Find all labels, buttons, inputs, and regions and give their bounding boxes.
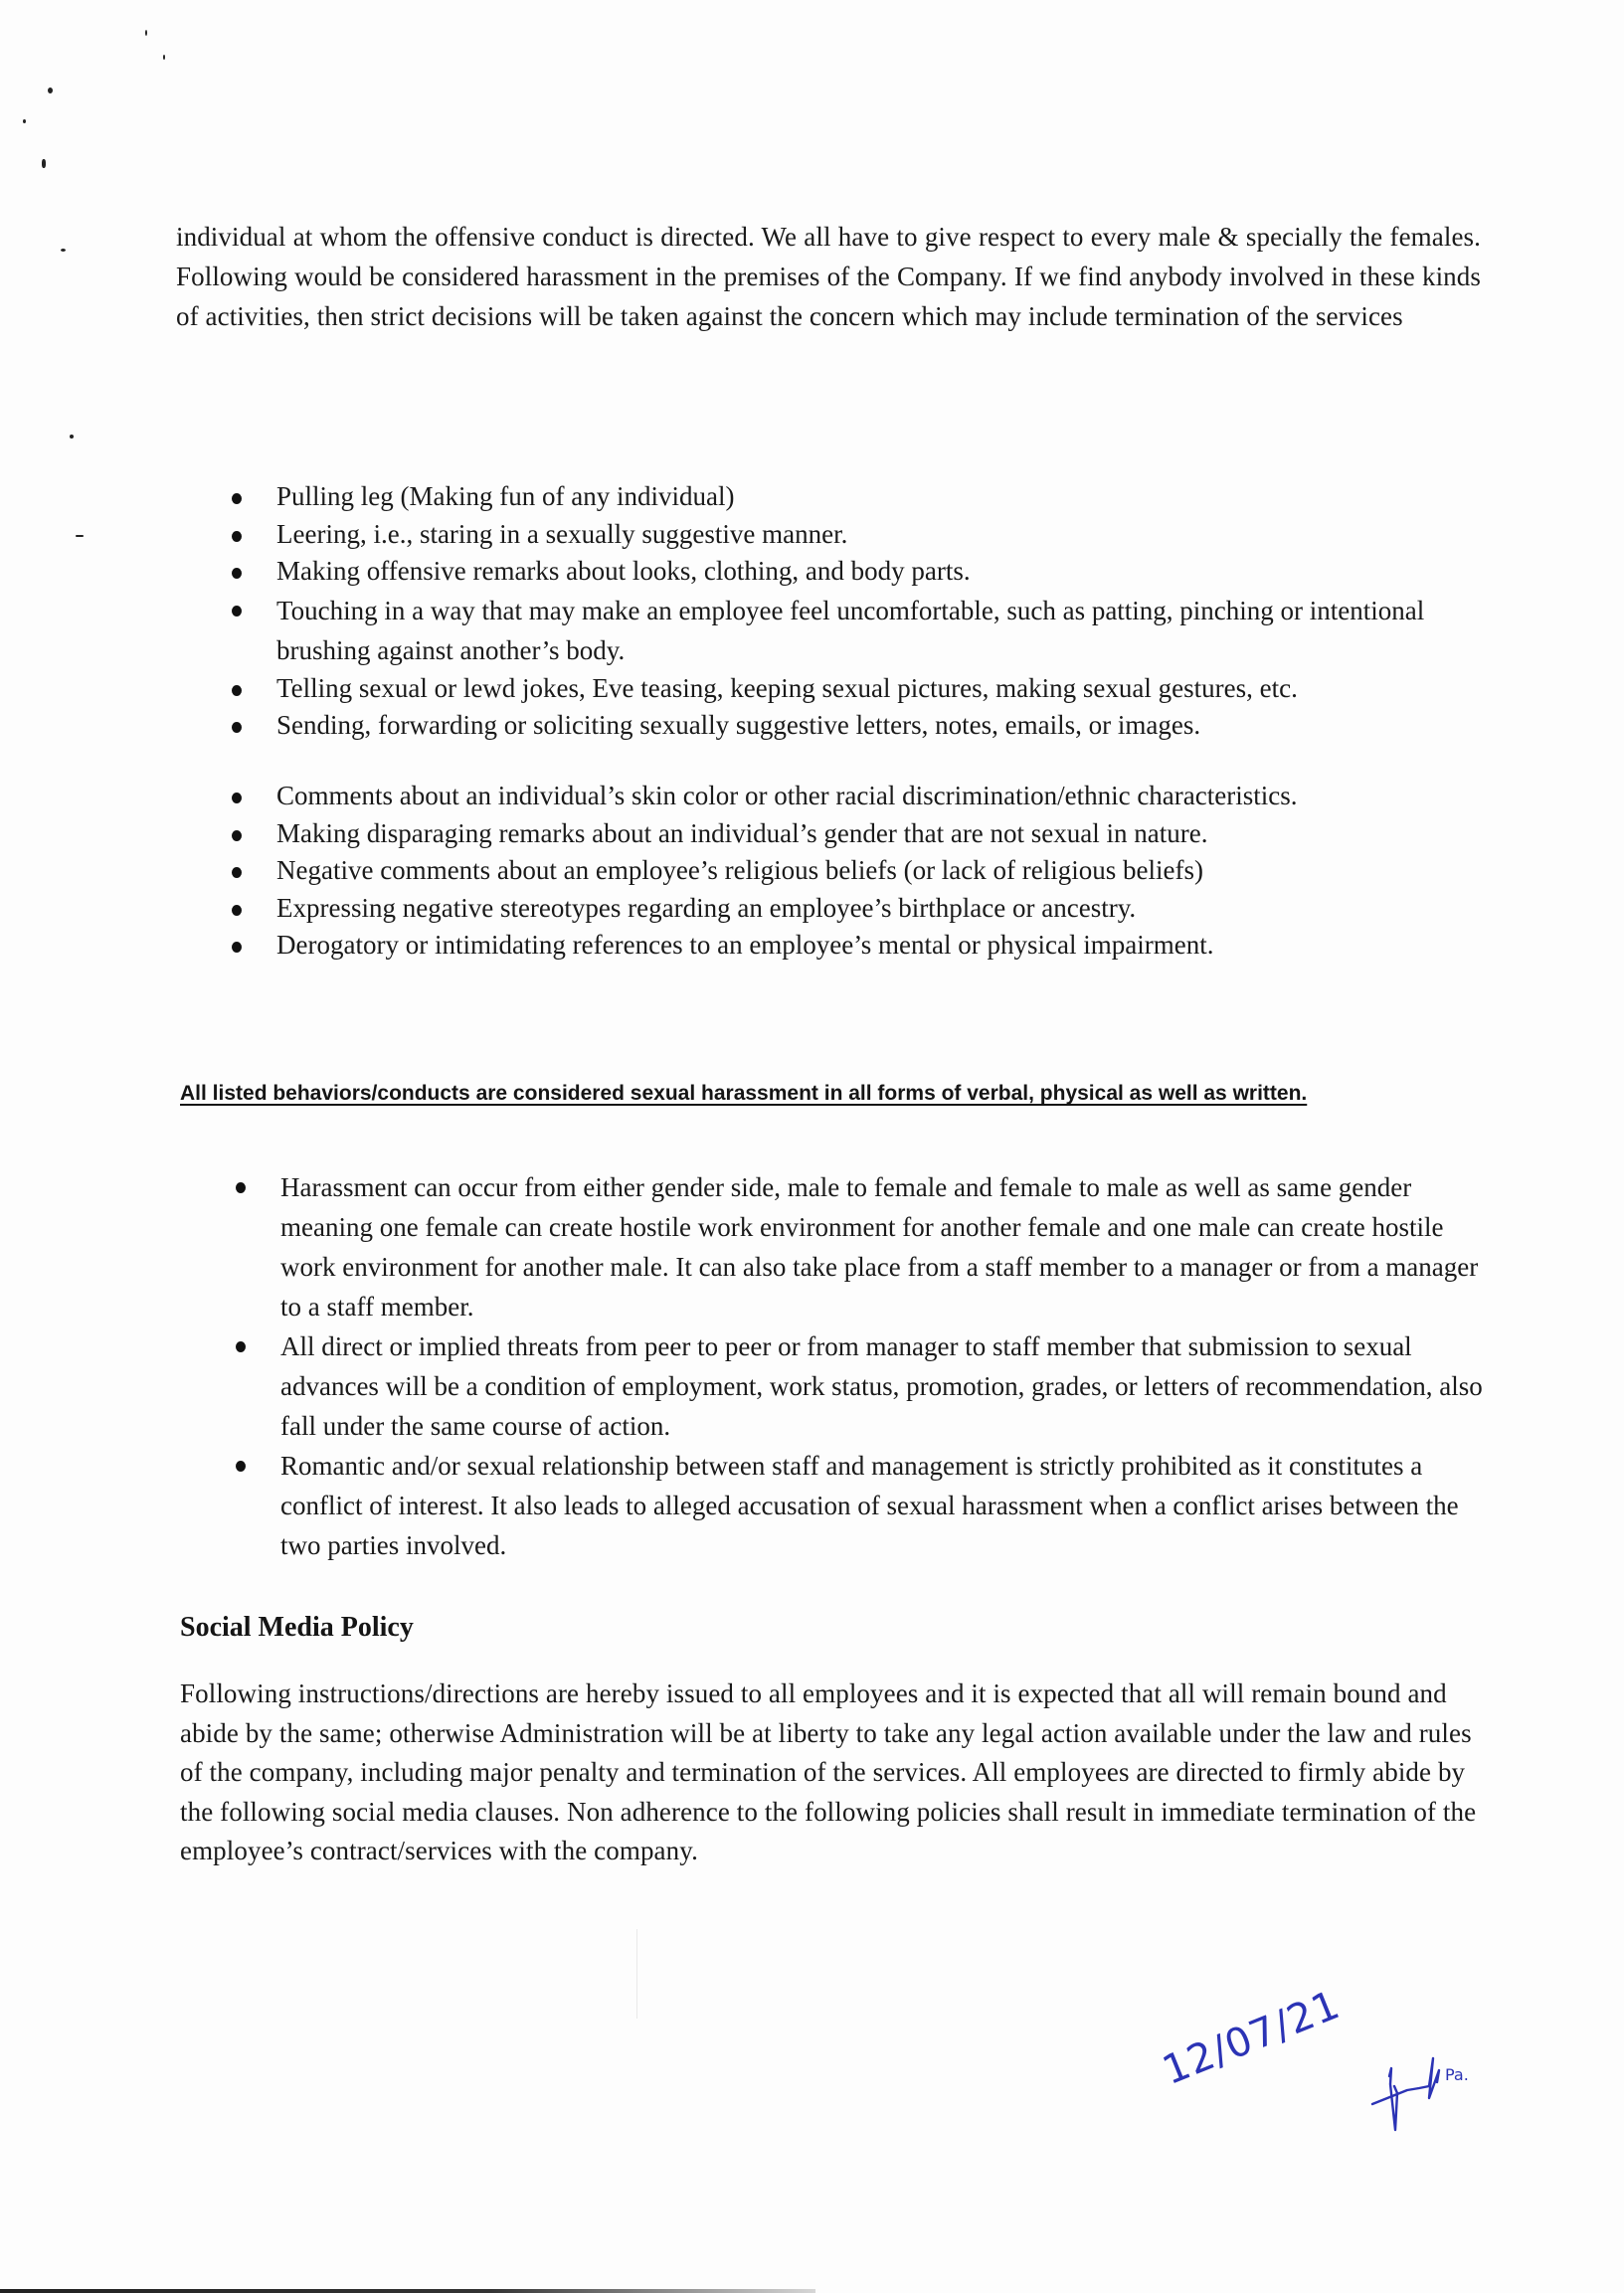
- list-item: Telling sexual or lewd jokes, Eve teasing, keeping sexual pictures, making sexual gestures, etc.: [276, 670, 1490, 708]
- social-media-paragraph: Following instructions/directions are hereby issued to all employees and it is expected that all will remain bound and abide by the same; otherwise Administration will be at liberty to take any legal action available under the law and rules of the company, including major penalty and termination of the services. All employees are directed to firmly abide by the following social media clauses. Non adherence to the following policies shall result in immediate termination of the employee’s contract/services with the company.: [180, 1678, 1477, 1865]
- bullet-icon: [232, 685, 242, 696]
- signature-icon: [1367, 2038, 1487, 2133]
- list-item: Making disparaging remarks about an individual’s gender that are not sexual in nature.: [276, 815, 1490, 853]
- handwritten-date: 12/07/21: [1156, 1982, 1347, 2094]
- discrimination-examples-list: [276, 778, 1490, 965]
- intro-paragraph: individual at whom the offensive conduct is directed. We all have to give respect to every male & specially the females. Following would be considered harassment in the premises of the Company. If we find anybody involved in these kinds of activities, then strict decisions will be taken against the concern which may include termination of the services: [176, 222, 1481, 331]
- scan-speck: [48, 88, 53, 93]
- bullet-icon: [232, 867, 242, 878]
- list-item: Derogatory or intimidating references to an employee’s mental or physical impairment.: [276, 927, 1490, 965]
- svg-text:Pa.: Pa.: [1445, 2065, 1469, 2084]
- underlined-note: All listed behaviors/conducts are considered sexual harassment in all forms of verbal, physical as well as written.: [180, 1082, 1308, 1105]
- scan-speck: [76, 535, 84, 537]
- list-item: Touching in a way that may make an employee feel uncomfortable, such as patting, pinching or intentional brushing against another’s body.: [276, 591, 1490, 670]
- list-item: Negative comments about an employee’s religious beliefs (or lack of religious beliefs): [276, 852, 1490, 890]
- list-item: Romantic and/or sexual relationship between staff and management is strictly prohibited as it constitutes a conflict of interest. It also leads to alleged accusation of sexual harassment when a conflict arises between the two parties involved.: [280, 1446, 1484, 1565]
- bullet-icon: [232, 942, 242, 953]
- bullet-icon: [232, 905, 242, 916]
- scan-speck: [23, 119, 26, 123]
- scan-speck: [145, 30, 147, 36]
- list-item: Making offensive remarks about looks, clothing, and body parts.: [276, 553, 1490, 591]
- list-item: Pulling leg (Making fun of any individual): [276, 478, 1490, 516]
- harassment-examples-list: [276, 478, 1490, 745]
- scan-speck: [70, 435, 74, 439]
- list-item: All direct or implied threats from peer to peer or from manager to staff member that submission to sexual advances will be a condition of employment, work status, promotion, grades, or letters of recommendation, also fall under the same course of action.: [280, 1326, 1484, 1446]
- list-item: Comments about an individual’s skin color or other racial discrimination/ethnic characteristics.: [276, 778, 1490, 815]
- list-item: Expressing negative stereotypes regarding an employee’s birthplace or ancestry.: [276, 890, 1490, 928]
- bullet-icon: [232, 531, 242, 542]
- bullet-icon: [232, 568, 242, 579]
- bullet-icon: [236, 1341, 246, 1352]
- bullet-icon: [232, 830, 242, 841]
- bullet-icon: [232, 606, 242, 617]
- scan-speck: [42, 159, 46, 168]
- list-item: Sending, forwarding or soliciting sexually suggestive letters, notes, emails, or images.: [276, 707, 1490, 745]
- bullet-icon: [236, 1182, 246, 1193]
- scan-speck: [163, 55, 165, 60]
- scan-fold-line: [636, 1929, 637, 2019]
- scan-speck: [61, 249, 66, 252]
- section-heading-social-media: Social Media Policy: [180, 1612, 414, 1643]
- harassment-clauses-list: [280, 1167, 1484, 1565]
- bullet-icon: [232, 793, 242, 803]
- bullet-icon: [232, 722, 242, 733]
- bullet-icon: [232, 493, 242, 504]
- scan-edge-line: [0, 2289, 815, 2293]
- list-item: Harassment can occur from either gender side, male to female and female to male as well as same gender meaning one female can create hostile work environment for another female and one male can create hostile work environment for another male. It can also take place from a staff member to a manager or from a manager to a staff member.: [280, 1167, 1484, 1326]
- bullet-icon: [236, 1461, 246, 1472]
- list-item: Leering, i.e., staring in a sexually suggestive manner.: [276, 516, 1490, 554]
